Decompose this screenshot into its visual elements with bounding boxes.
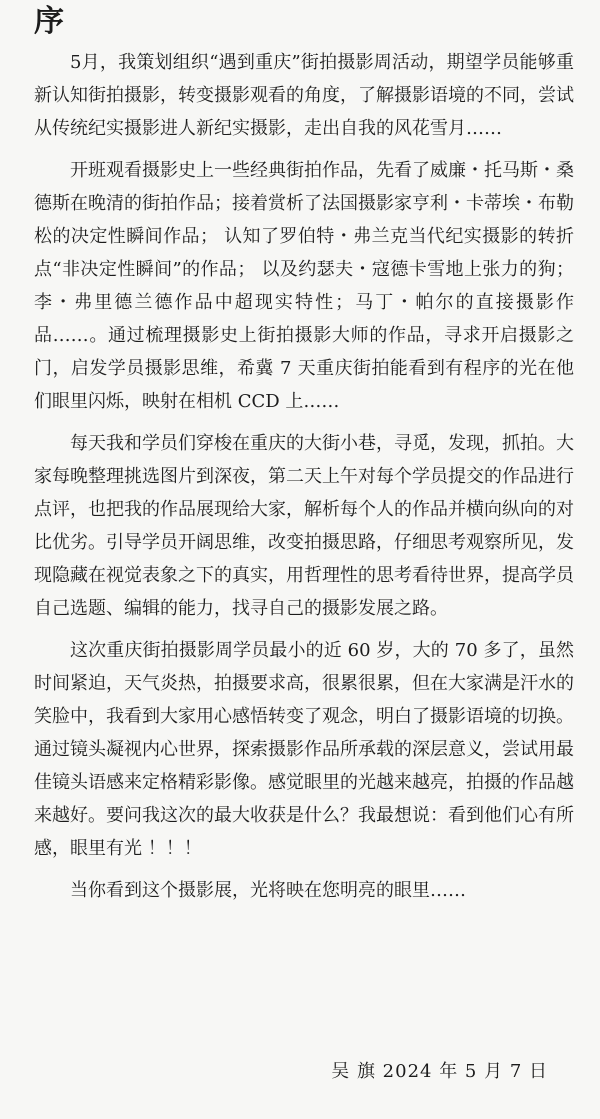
page-title: 序: [34, 4, 66, 39]
document-body: [34, 46, 574, 916]
paragraph-1: 5月，我策划组织“遇到重庆”街拍摄影周活动，期望学员能够重新认知街拍摄影，转变摄影观看的角度，了解摄影语境的不同，尝试从传统纪实摄影进人新纪实摄影，走出自我的风花雪月……: [34, 52, 574, 139]
paragraph-3: 每天我和学员们穿梭在重庆的大街小巷，寻觅，发现，抓拍。大家每晚整理挑选图片到深夜，第二天上午对每个学员提交的作品进行点评，也把我的作品展现给大家，解析每个人的作品并横向纵向的对比优劣。引导学员开阔思维，改变拍摄思路，仔细思考观察所见，发现隐藏在视觉表象之下的真实，用哲理性的思考看待世界，提高学员自己选题、编辑的能力，找寻自己的摄影发展之路。: [34, 433, 574, 619]
paragraph-2: 开班观看摄影史上一些经典街拍作品，先看了威廉・托马斯・桑德斯在晚清的街拍作品；接着赏析了法国摄影家亨利・卡蒂埃・布勒松的决定性瞬间作品； 认知了罗伯特・弗兰克当代纪实摄影的转折点“非决定性瞬间”的作品； 以及约瑟夫・寇德卡雪地上张力的狗；李・弗里德兰德作品中超现实特性；马丁・帕尔的直接摄影作品……。通过梳理摄影史上街拍摄影大师的作品，寻求开启摄影之门，启发学员摄影思维，希冀 7 天重庆街拍能看到有程序的光在他们眼里闪烁，映射在相机 CCD 上……: [34, 160, 574, 412]
paragraph-5: 当你看到这个摄影展，光将映在您明亮的眼里……: [70, 880, 466, 901]
paragraph-4: 这次重庆街拍摄影周学员最小的近 60 岁，大的 70 多了，虽然时间紧迫，天气炎热，拍摄要求高，很累很累，但在大家满是汗水的笑脸中，我看到大家用心感悟转变了观念，明白了摄影语境的切换。通过镜头凝视内心世界，探索摄影作品所承载的深层意义，尝试用最佳镜头语感来定格精彩影像。感觉眼里的光越来越亮，拍摄的作品越来越好。要问我这次的最大收获是什么？我最想说：看到他们心有所感，眼里有光 ！！！: [34, 640, 574, 859]
author-signature-date: 吴 旗 2024 年 5 月 7 日: [331, 1061, 548, 1082]
